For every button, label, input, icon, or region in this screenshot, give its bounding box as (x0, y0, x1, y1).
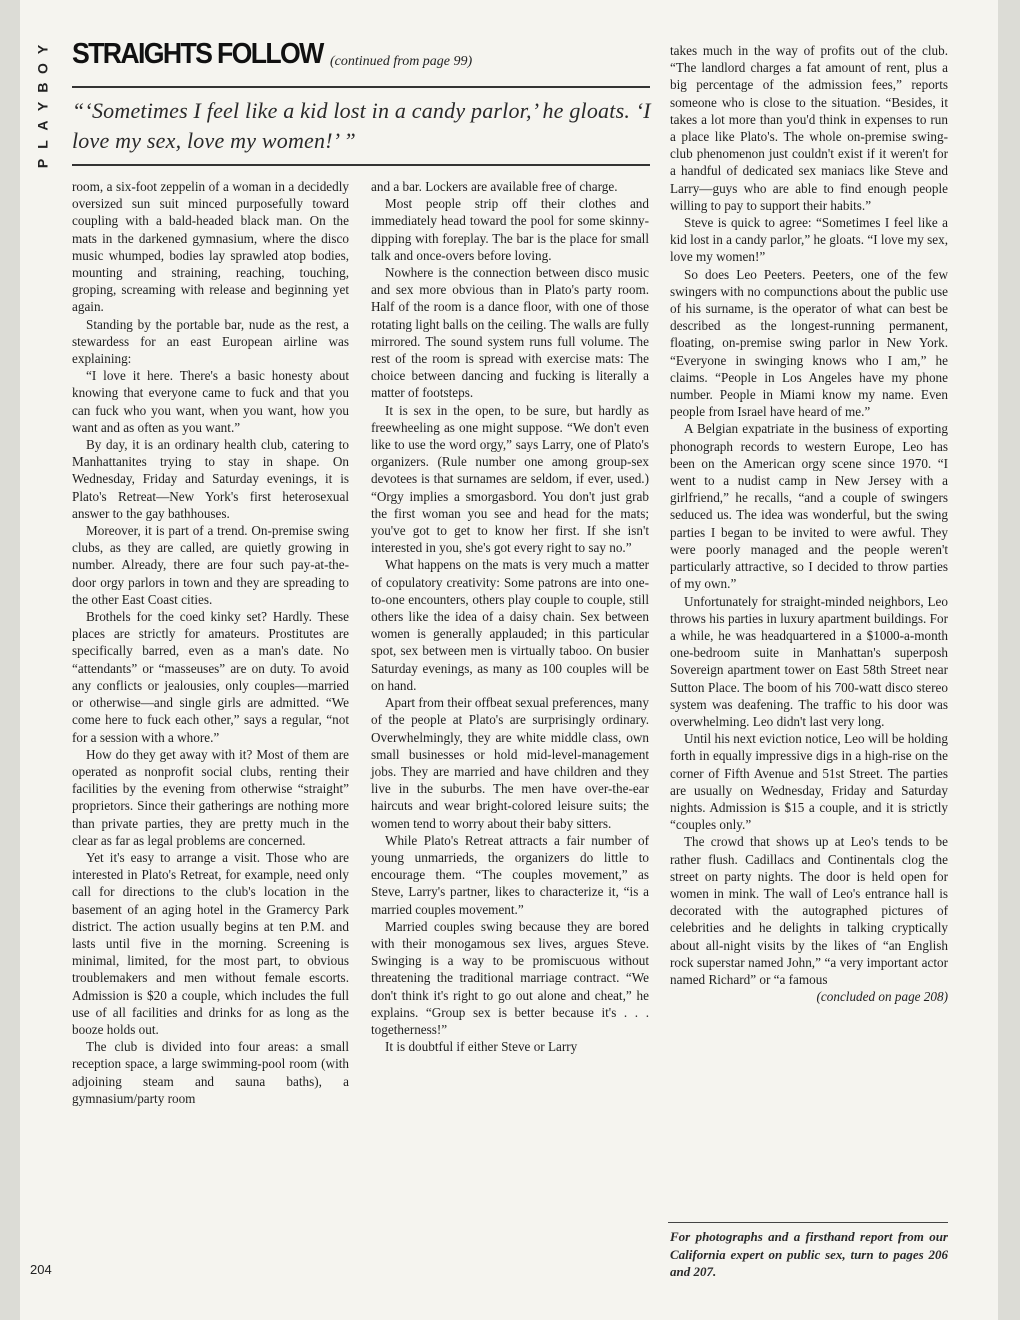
paragraph: Brothels for the coed kinky set? Hardly. These places are strictly for amateurs. Prostitutes are specifically barred, even as a man's date. No “attendants” or “masseuses” are on duty. To avoid any conflicts or jealousies, only couples—married or otherwise—and single girls are admitted. “We come here to fuck each other,” says a regular, “not for a session with a whore.” (72, 609, 349, 745)
paragraph: By day, it is an ordinary health club, catering to Manhattanites trying to stay in shape. On Wednesday, Friday and Saturday evenings, it is Plato's Retreat—New York's first heterosexual answer to the gay bathhouses. (72, 437, 349, 521)
magazine-name-letter: Y (34, 101, 51, 112)
paragraph: Until his next eviction notice, Leo will be holding forth in equally impressive digs in a high-rise on the corner of Fifth Avenue and 51st Street. The parties are usually on Wednesday, Friday and Saturday nights. Admission is $15 a couple, and it is strictly “couples only.” (670, 731, 948, 833)
paragraph: It is sex in the open, to be sure, but hardly as freewheeling as one might suppose. “We don't even like to use the word orgy,” says Larry, one of Plato's organizers. (Rule number one among group-sex devotees is that surnames are seldom, if ever, used.) “Orgy implies a smorgasbord. You don't just grab the first woman you see and head for the mats; you've got to get to know her first. If she isn't interested in you, she's got every right to say no.” (371, 402, 649, 556)
paragraph: How do they get away with it? Most of them are operated as nonprofit social clubs, renting their facilities by the evening from otherwise “straight” proprietors. Since their gatherings are nothing more than private parties, they are pretty much in the clear as far as legal problems are concerned. (72, 746, 349, 848)
column-1 (72, 178, 349, 1107)
magazine-name-vertical (36, 40, 50, 173)
column-3 (670, 42, 948, 1005)
concluded-on: (concluded on page 208) (816, 989, 948, 1005)
paragraph: So does Leo Peeters. Peeters, one of the few swingers with no compunctions about the public use of his surname, is the operator of what can best be described as the longest-running permanent, floating, on-premise swing parlor in New York. “Everyone in swinging knows who I am,” he claims. “People in Los Angeles have my phone number. People in Miami know my name. Even people from Israel have heard of me.” (670, 266, 948, 420)
column-2 (371, 178, 649, 1055)
paragraph: takes much in the way of profits out of the club. “The landlord charges a fat amount of rent, plus a big percentage of the admission fees,” reports someone who is close to the situation. “Besides, it takes a lot more than you'd think in expenses to run a place like Plato's. The whole on-premise swing-club phenomenon just couldn't exist if it weren't for a handful of dedicated sex maniacs like Steve and Larry—guys who are able to find enough people willing to pay to support their habits.” (670, 43, 948, 213)
footnote-divider (668, 1222, 948, 1223)
continued-from: (continued from page 99) (330, 54, 473, 69)
paragraph: Apart from their offbeat sexual preferences, many of the people at Plato's are surprisingly ordinary. Overwhelmingly, they are white middle class, own small businesses or hold mid-level-management jobs. They are married and have children and they live in the suburbs. The men have over-the-ear haircuts and wear bright-colored leisure suits; the women tend to worry about their baby sitters. (371, 695, 649, 831)
paragraph: The club is divided into four areas: a small reception space, a large swimming-pool room (with adjoining steam and sauna baths), a gymnasium/party room (72, 1039, 349, 1106)
paragraph: “I love it here. There's a basic honesty about knowing that everyone came to fuck and that you can fuck who you want, when you want, how you want and as often as you want.” (72, 368, 349, 435)
paragraph: room, a six-foot zeppelin of a woman in a decidedly oversized sun suit minced purposefully toward coupling with a bald-headed black man. On the mats in the darkened gymnasium, where the disco music whumped, bodies lay sprawled atop bodies, mounting and straining, reaching, touching, groping, screaming with release and beginning yet again. (72, 179, 349, 315)
magazine-name-letter: L (34, 140, 51, 149)
rule-bottom (72, 164, 650, 166)
paragraph: and a bar. Lockers are available free of charge. (371, 179, 618, 194)
magazine-name-letter: P (34, 158, 51, 169)
magazine-name-letter: B (34, 82, 51, 93)
footnote: For photographs and a firsthand report from our California expert on public sex, turn to pages 206 and 207. (670, 1229, 948, 1279)
headline: STRAIGHTS FOLLOW (72, 38, 323, 70)
rule-top (72, 86, 650, 88)
magazine-name-letter: Y (34, 44, 51, 55)
paragraph: Steve is quick to agree: “Sometimes I feel like a kid lost in a candy parlor,” he gloats. “I love my sex, love my women!” (670, 215, 948, 265)
pull-quote: “‘Sometimes I feel like a kid lost in a candy parlor,’ he gloats. ‘I love my sex, love my women!’ ” (72, 98, 651, 153)
paragraph: Yet it's easy to arrange a visit. Those who are interested in Plato's Retreat, for example, need only call for directions to the club's location in the basement of an aging hotel in the Gramercy Park district. The action usually begins at ten P.M. and lasts until five in the morning. Screening is minimal, limited, for the most part, to obvious troublemakers and men without female escorts. Admission is $20 a couple, which includes the full use of all facilities and drinks for as long as the booze holds out. (72, 849, 349, 1037)
paragraph: Standing by the portable bar, nude as the rest, a stewardess for an east European airline was explaining: (72, 316, 349, 367)
paragraph: A Belgian expatriate in the business of exporting phonograph records to western Europe, Leo has been on the American orgy scene since 1970. “I went to a nudist camp in New Jersey with a girlfriend,” he recalls, “and a couple of swingers seduced us. The idea was wonderful, but the swing parties I began to be invited to were awful. They were poorly managed and the people weren't particularly attractive, so I decided to throw parties of my own.” (670, 421, 948, 592)
paragraph: Nowhere is the connection between disco music and sex more obvious than in Plato's party room. Half of the room is a dance floor, with one of those rotating light balls on the ceiling. The walls are fully mirrored. The sound system runs full volume. The rest of the room is spread with exercise mats: The choice between dancing and fucking is literally a matter of footsteps. (371, 265, 649, 401)
paragraph: While Plato's Retreat attracts a fair number of young unmarrieds, the organizers do little to encourage them. “The couples movement,” as Steve, Larry's partner, likes to characterize it, “is a married couples movement.” (371, 832, 649, 917)
paragraph: Married couples swing because they are bored with their monogamous sex lives, argues Steve. Swinging is a way to be promiscuous without threatening the traditional marriage contract. “We don't think it's right to go out alone and cheat,” he explains. “Group sex is better because it's . . . togetherness!” (371, 918, 649, 1037)
paragraph: Moreover, it is part of a trend. On-premise swing clubs, as they are called, are quietly growing in number. Already, there are four such pay-at-the-door orgy parlors in town and they are spreading to the other East Coast cities. (72, 523, 349, 607)
paragraph: The crowd that shows up at Leo's tends to be rather flush. Cadillacs and Continentals clog the street on party nights. The door is held open for women in mink. The wall of Leo's entrance hall is decorated with the autographed pictures of celebrities and he delights in talking cryptically about all-night visits by the likes of “an English rock superstar named John,” “a very important actor named Richard” or “a famous (670, 834, 948, 987)
paragraph: What happens on the mats is very much a matter of copulatory creativity: Some patrons are into one-to-one encounters, others play couple to couple, still others like the idea of a daisy chain. Sex between women is generally applauded; in this particular spot, sex between men is virtually taboo. On busier Saturday evenings, as many as 100 couples will be on hand. (371, 557, 649, 693)
page-number: 204 (30, 1262, 52, 1277)
paragraph: It is doubtful if either Steve or Larry (385, 1039, 578, 1055)
magazine-name-letter: O (34, 63, 51, 74)
magazine-name-letter: A (34, 120, 51, 131)
paragraph: Most people strip off their clothes and immediately head toward the pool for some skinny-dipping with foreplay. The bar is the place for small talk and once-overs before loving. (371, 196, 649, 263)
paragraph: Unfortunately for straight-minded neighbors, Leo throws his parties in luxury apartment buildings. For a while, he was headquartered in a $1000-a-month one-bedroom suite in Manhattan's superposh Sovereign apartment tower on East 58th Street near Sutton Place. The boom of his 700-watt disco stereo system was deafening. The traffic to his door was overwhelming. Leo didn't last very long. (670, 593, 948, 729)
